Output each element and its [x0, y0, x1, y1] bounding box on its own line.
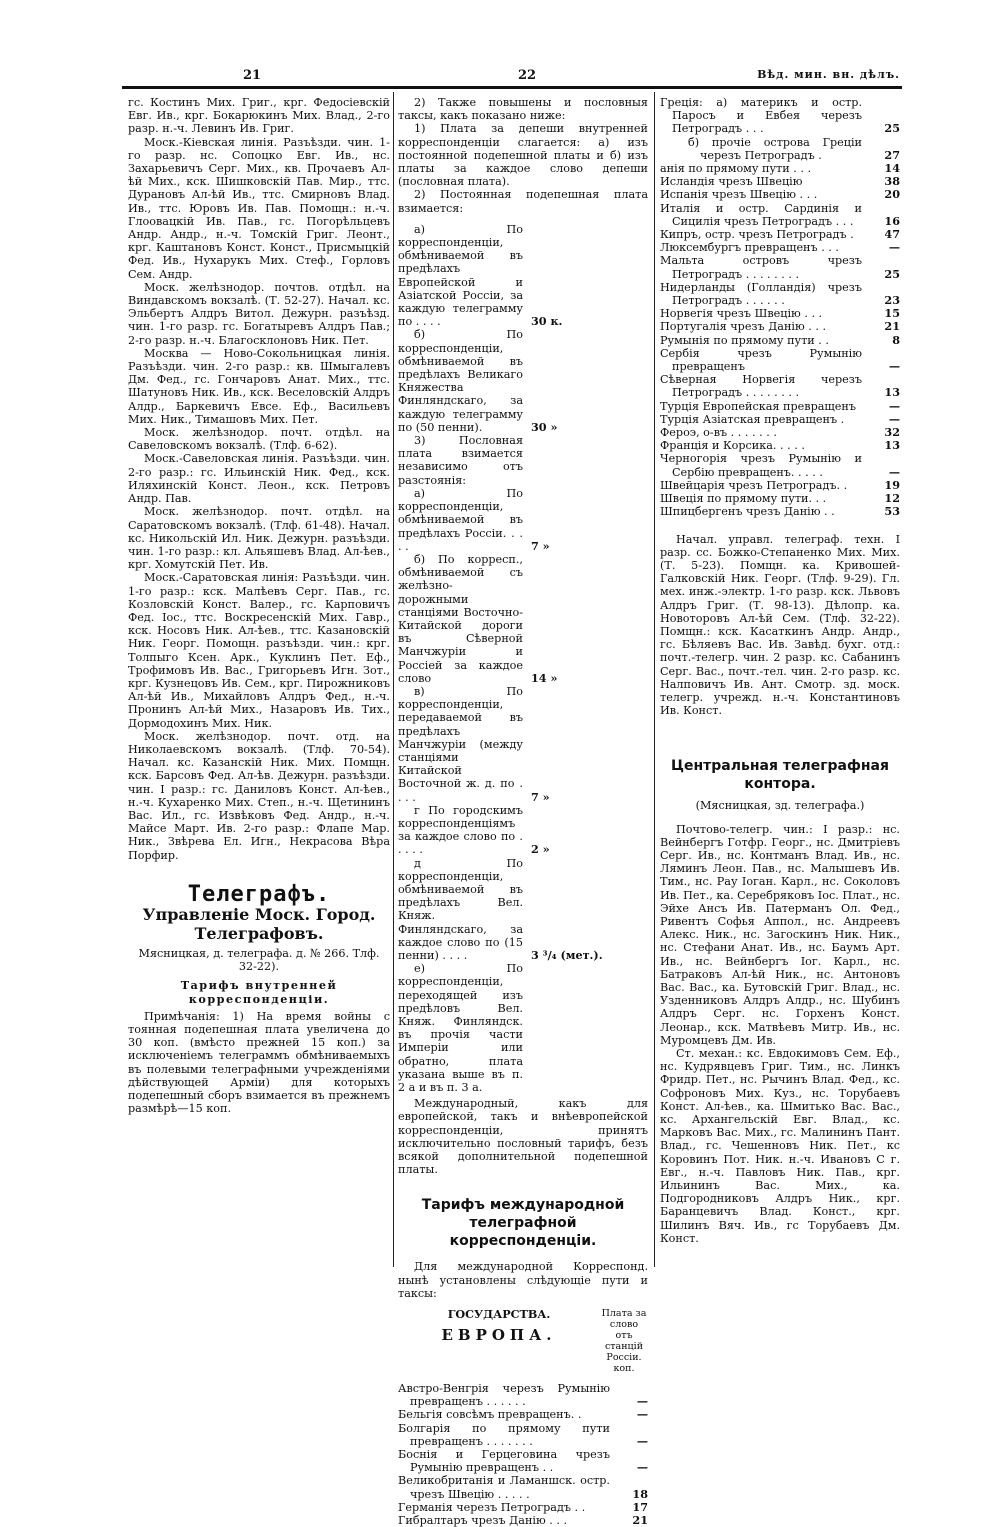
column-middle	[398, 96, 648, 1527]
paragraph: Моск.-Кіевская линія. Разъѣзди. чин. 1-го разр. нс. Сопоцко Евг. Ив., нс. Захарьевичъ Серг. Мих., кв. Прочаевъ Ал-ѣй Мих., кск. Шишковскій Пав. Мир., ттс. Дурановъ Ал-ѣй Ив., ттс. Смирновъ Влад. Ив., ттс. Юровъ Ив. Пав. Помощн.: н.-ч. Глоовацкій Ив. Пав., гс. Погорѣльцевъ Андр. Андр., н.-ч. Томскій Григ. Леонт., крг. Каштановъ Конст. Конст., Присмыцкій Фед. Ив., Нухарукъ Мих. Стеф., Горловъ Сем. Андр.	[128, 135, 390, 281]
table-row: Австро-Венгрія черезъ Румынію превращенъ . . . . . . —	[398, 1382, 648, 1409]
header-states: ГОСУДАРСТВА.	[447, 1307, 551, 1322]
table-row: Шпицбергенъ чрезъ Данію . . 53	[660, 504, 900, 519]
table-row: Румынія по прямому пути . . 8	[660, 332, 900, 347]
tariff-title: Тарифъ внутренней корреспонденціи.	[180, 978, 338, 1006]
paragraph: Почтово-телегр. чин.: I разр.: нс. Вейнбергъ Готфр. Георг., нс. Дмитріевъ Серг. Ив., нс. Контманъ Влад. Ив., нс. Ляминъ Леон. Пав., нс. Малышевъ Ив. Тим., нс. Рау Іоган. Карл., нс. Соколовъ Ив. Пет., ка. Серебряковъ Іос. Плат., нс. Эйхе Ансъ Ив. Патерманъ Ол. Фед., Ривентъ Софья Аппол., нс. Андреевъ Алекс. Ник., нс. Загоскинъ Ник. Ник., нс. Стефани Анат. Ив., нс. Баумъ Арт. Ив., нс. Вейнбергъ Іог. Карл., нс. Батраковъ Ал-ѣй Ник., нс. Антоновъ Вас. Вас., ка. Бутовскій Григ. Влад., нс. Узденниковъ Алдръ Алдр., нс. Шубинъ Алдръ Серг. нс. Горхенъ Конст. Леонар., кск. Матвѣевъ Митр. Ив., нс. Муромцевъ Дм. Ив.	[660, 822, 900, 1047]
paragraph: Моск. желѣзнодор. почт. отд. на Николаевскомъ вокзалѣ. (Тлф. 70-54). Начал. кс. Казанскій Ник. Мих. Помщн. кск. Барсовъ Фед. Ал-ѣв. Дежурн. разъѣзди. чин. I разр.: гс. Даниловъ Конст. Ал-ѣев., н.-ч. Кухаренко Мих. Степ., н.-ч. Щетининъ Вас. Ил., гс. Извѣковъ Фед. Андр., н.-ч. Майсе Март. Ив. 2-го разр.: Флапе Мар. Ник., Звѣрева Ел. Игн., Некрасова Вѣра Порфир.	[128, 729, 390, 862]
table-row: Турція Азіатская превращенъ . —	[660, 411, 900, 426]
table-row: Испанія чрезъ Швецію . . . 20	[660, 187, 900, 202]
table-row: Великобританія и Ламаншск. остр. чрезъ Швецію . . . . . 18	[398, 1474, 648, 1501]
page-number-left: 21	[243, 68, 262, 83]
rates-list	[398, 223, 648, 1094]
country-table-continued	[660, 96, 900, 519]
page-number-right: 22	[518, 68, 537, 83]
rate-row: в) По корреспонденціи, передаваемой въ предѣлахъ Манчжуріи (между станціями Китайской Восточной ж. д. по . . . . 7 »	[398, 684, 550, 804]
table-header	[398, 1308, 648, 1374]
paragraph: Ст. механ.: кс. Евдокимовъ Сем. Еф., нс. Кудрявцевъ Григ. Тим., нс. Линкъ Фридр. Пет., нс. Рычинъ Влад. Фед., кс. Софроновъ Мих. Куз., нс. Торубаевъ Конст. Ал-ѣев., ка. Шмитько Вас. Вас., кс. Архангельскій Евг. Влад., кс. Марковъ Вас. Мих., гс. Малининъ Пант. Влад., гс. Чешенновъ Ник. Пет., кс Коровинъ Пот. Ник. н.-ч. Ивановъ С г. Евг., н.-ч. Павловъ Ник. Пав., крг. Ильининъ Вас. Мих., ка. Подгородниковъ Алдръ Ник., крг. Баранцевичъ Влад. Конст., крг. Шилинъ Вяч. Ив., гс Торубаевъ Дм. Конст.	[660, 1047, 900, 1245]
running-title: Вѣд. мин. вн. дѣлъ.	[757, 68, 900, 81]
rate-row: д По корреспонденціи, обмѣниваемой въ предѣлахъ Вел. Княж. Финляндскаго, за каждое слово по (15 пенни) . . . . 3 ³/₄ (мет.).	[398, 856, 603, 962]
paragraph: гс. Костинъ Мих. Григ., крг. Федосіевскій Евг. Ив., крг. Бокарюкинъ Мих. Влад., 2-го разр. н.-ч. Левинъ Ив. Григ.	[128, 96, 390, 136]
office-address: (Мясницкая, зд. телеграфа.)	[695, 799, 865, 813]
table-row: Португалія чрезъ Данію . . . 21	[660, 319, 900, 334]
section-title-admin: Управленіе Моск. Город. Телеграфовъ.	[142, 904, 376, 943]
table-row: Исландія чрезъ Швецію 38	[660, 174, 900, 189]
paragraph: Международный, какъ для европейской, такъ и внѣевропейской корреспонденціи, принятъ исключительно пословный тарифъ, безъ всякой дополнительной подепешной платы.	[398, 1097, 648, 1177]
table-row: Сѣверная Норвегія черезъ Петроградъ . . . . . . . . 13	[660, 373, 900, 400]
table-row: Люксембургъ превращенъ . . . —	[660, 240, 900, 255]
rate-row: б) По корреспонденціи, обмѣниваемой въ предѣлахъ Великаго Княжества Финляндскаго, за каждую телеграмму по (50 пенни). 30 »	[398, 328, 558, 434]
paragraph: 1) Плата за депеши внутренней корреспонденціи слагается: а) изъ постоянной подепешной платы и б) изъ платы за каждое слово депеши (пословная плата).	[398, 122, 648, 189]
intl-intro: Для международной Корреспонд. нынѣ установлены слѣдующіе пути и таксы:	[398, 1260, 648, 1300]
paragraph: Моск. желѣзнодор. почт. отдѣл. на Савеловскомъ вокзалѣ. (Тлф. 6-62).	[128, 426, 390, 453]
table-row: б) прочіе острова Греціи черезъ Петроградъ . 27	[688, 135, 900, 162]
rate-row: а) По корреспонденціи, обмѣниваемой въ предѣлахъ Европейской и Азіатской Россіи, за каждую телеграмму по . . . . 30 к.	[398, 222, 563, 329]
table-row: Фероэ, о-въ . . . . . . . 32	[660, 425, 900, 440]
table-row: Сербія чрезъ Румынію превращенъ —	[660, 346, 900, 374]
table-row: Кипръ, остр. чрезъ Петроградъ . 47	[660, 227, 900, 242]
table-row: Турція Европейская превращенъ —	[660, 398, 900, 413]
table-row: Норвегія чрезъ Швецію . . . 15	[660, 306, 900, 321]
column-divider	[393, 92, 394, 1267]
table-row: Германія черезъ Петроградъ . . 17	[398, 1499, 648, 1514]
column-right	[660, 96, 900, 1245]
note: Примѣчанія: 1) На время войны с тоянная подепешная плата увеличена до 30 коп. (вмѣсто прежней 15 коп.) за исключеніемъ телеграммъ обмѣниваемыхъ въ полевыми телеграфными учрежденіями дѣйствующей Арміи) для которыхъ подепешный сборъ взимается въ прежнемъ размѣрѣ—15 коп.	[128, 1009, 390, 1116]
office-title: Центральная телеграфная контора.	[671, 758, 889, 793]
table-row: Бельгія совсѣмъ превращенъ. . —	[398, 1407, 648, 1422]
country-table	[398, 1382, 648, 1527]
table-row: Швейцарія чрезъ Петроградъ. . 19	[660, 477, 900, 492]
table-row: Мальта островъ чрезъ Петроградъ . . . . . . . . 25	[660, 254, 900, 281]
paragraph: Моск.-Саратовская линія: Разъѣзди. чин. 1-го разр.: кск. Малѣевъ Серг. Пав., гс. Козловскій Конст. Валер., гс. Карповичъ Фед. Іос., ттс. Воскресенскій Мих. Гавр., кск. Носовъ Ник. Ал-ѣев., ттс. Казановскій Ник. Георг. Помощн. разъѣзди. чин.: крг. Толпыго Ксен. Арк., Куклинъ Пет. Еф., Трофимовъ Ив. Вас., Григорьевъ Игн. Зот., крг. Кузнецовъ Ив. Сем., крг. Пирожниковъ Ал-ѣй Ив., Михайловъ Алдръ Фед., н.-ч. Пронинъ Ал-ѣй Мих., Назаровъ Ив. Тих., Дормодохинъ Мих. Ник.	[128, 571, 390, 730]
rate-row: г По городскимъ корреспонденціямъ за каждое слово по . . . . . 2 »	[398, 803, 550, 857]
intl-tariff-title: Тарифъ международной телеграфной корреспонденціи.	[421, 1197, 625, 1250]
table-row: Швеція по прямому пути. . . 12	[660, 491, 900, 506]
table-row: Черногорія чрезъ Румынію и Сербію превращенъ. . . . . —	[660, 452, 900, 479]
paragraph: 2) Также повышены и пословныя таксы, какъ показано ниже:	[398, 96, 648, 123]
paragraph: Москва — Ново-Сокольницкая линія. Разъѣзди. чин. 2-го разр.: кв. Шмыгалевъ Дм. Фед., гс. Гончаровъ Анат. Мих., ттс. Шатуновъ Ник. Ив., кск. Веселовскій Алдръ Алдр., Баркевичъ Евсе. Еф., Васильевъ Мих. Ник., Тимашовъ Мих. Пет.	[128, 346, 390, 426]
section-title-telegraph: Телеграфъ.	[187, 881, 331, 907]
table-row: Гибралтаръ чрезъ Данію . . . 21	[398, 1513, 648, 1527]
table-row: анія по прямому пути . . . 14	[660, 161, 900, 176]
table-row: Франція и Корсика. . . . . 13	[660, 438, 900, 453]
rate-row: б) По корресп., обмѣниваемой съ желѣзно-дорожными станціями Восточно-Китайской дороги въ Сѣверной Манчжуріи и Россіей за каждое слово 14 »	[398, 552, 558, 685]
table-row: Греція: а) материкъ и остр. Паросъ и Евбея черезъ Петроградъ . . . 25	[660, 96, 900, 136]
paragraph: Моск. желѣзнодор. почтов. отдѣл. на Виндавскомъ вокзалѣ. (Т. 52-27). Начал. кс. Эльбертъ Алдръ Витол. Дежурн. разъѣзд. чин. 1-го разр. гс. Богатыревъ Алдръ Пав.; 2-го разр. н.-ч. Благосклоновъ Ник. Пет.	[128, 280, 390, 347]
table-row: Боснія и Герцеговина чрезъ Румынію превращенъ . . —	[398, 1448, 648, 1475]
header-europe: ЕВРОПА.	[441, 1326, 557, 1345]
table-row: Болгарія по прямому пути превращенъ . . . . . . . —	[398, 1421, 648, 1448]
paragraph: 2) Постоянная подепешная плата взимается:	[398, 188, 648, 215]
rate-row: а) По корреспонденціи, обмѣниваемой въ предѣлахъ Россіи. . . . . 7 »	[398, 486, 550, 553]
rate-row: 3) Пословная плата взимается независимо отъ разстоянія:	[398, 434, 523, 487]
paragraph: Начал. управл. телеграф. техн. I разр. сс. Божко-Степаненко Мих. Мих. (Т. 5-23). Помщн. ка. Кривошей-Галковскій Ник. Георг. (Тлф. 9-29). Гл. мех. инж.-электр. 1-го разр. кск. Львовъ Алдръ Григ. (Т. 98-13). Дѣлопр. ка. Новоторовъ Ал-ѣй Сем. (Тлф. 32-22). Помщн.: кск. Касаткинъ Андр. Андр., гс. Бѣляевъ Вас. Ив. Завѣд. бухг. отд.: почт.-телегр. чин. 2 разр. кс. Сабанинъ Серг. Вас., почт.-тел. чин. 2-го разр. кс. Налповичъ Ив. Ант. Смотр. зд. моск. телегр. учрежд. н.-ч. Константиновъ Ив. Конст.	[660, 532, 900, 718]
paragraph: Моск. желѣзнодор. почт. отдѣл. на Саратовскомъ вокзалѣ. (Тлф. 61-48). Начал. кс. Никольскій Ил. Ник. Дежурн. разъѣзди. чин. 1-го разр.: кл. Альяшевъ Влад. Ал-ѣев., крг. Хомутскій Пет. Ив.	[128, 505, 390, 572]
column-left	[128, 96, 390, 1115]
header-rule	[122, 86, 902, 89]
column-divider	[654, 92, 655, 1267]
paragraph: Моск.-Савеловская линія. Разъѣзди. чин. 2-го разр.: гс. Ильинскій Ник. Фед., кск. Иляхинскій Конст. Леон., кск. Петровъ Андр. Пав.	[128, 452, 390, 506]
table-row: Нидерланды (Голландія) чрезъ Петроградъ . . . . . . 23	[660, 280, 900, 308]
table-row: Италія и остр. Сардинія и Сицилія чрезъ Петроградъ . . . 16	[660, 201, 900, 228]
address: Мясницкая, д. телеграфа. д. № 266. Тлф. 32-22).	[138, 946, 380, 974]
header-rate: Плата за слово отъ станцій Россіи. коп.	[601, 1308, 647, 1375]
rate-row: е) По корреспонденціи, переходящей изъ предѣловъ Вел. Княж. Финляндск. въ прочія части Имперіи или обратно, плата указана выше въ п. 2 а и въ п. 3 а.	[398, 962, 523, 1095]
